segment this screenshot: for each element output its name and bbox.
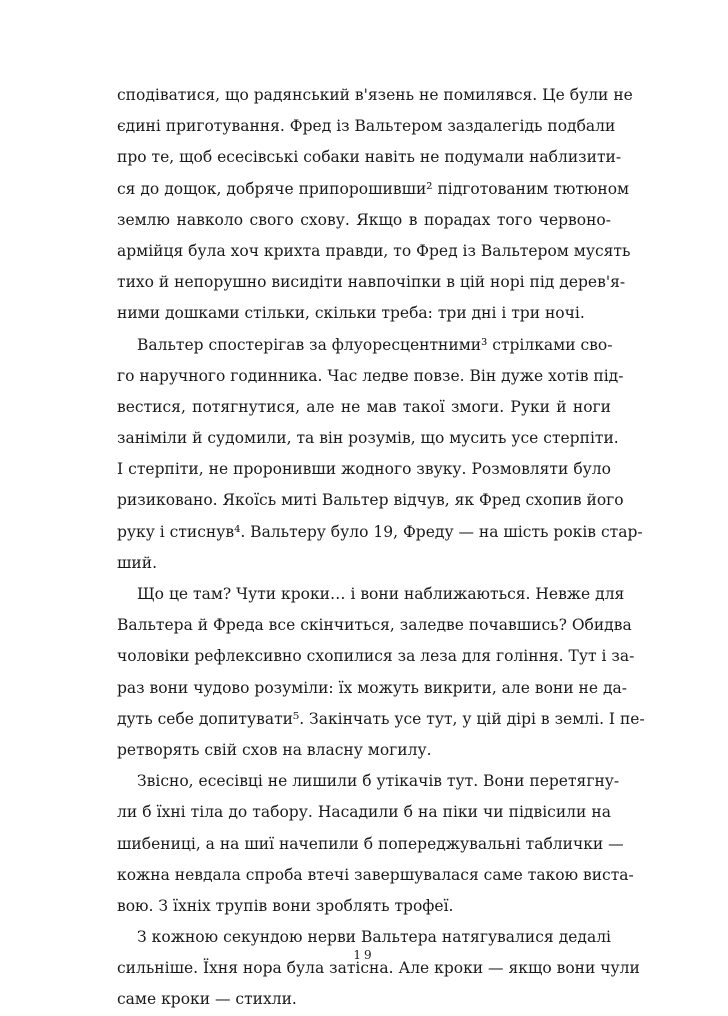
- page-body: [117, 80, 645, 1016]
- page-number: 19: [353, 948, 375, 962]
- text-line: вестися, потягнутися, але не мав такої змоги. Руки й ноги: [117, 397, 611, 416]
- text-line: чоловіки рефлексивно схопилися за леза для гоління. Тут і за-: [117, 647, 635, 666]
- text-line: тихо й непорушно висидіти навпочіпки в цій норі під дерев'я-: [117, 273, 626, 292]
- text-line: єдині приготування. Фред із Вальтером заздалегідь подбали: [117, 117, 616, 136]
- text-line: Вальтер спостерігав за флуоресцентними³ стрілками сво-: [137, 335, 613, 354]
- text-line: ними дошками стільки, скільки треба: три дні і три ночі.: [117, 304, 585, 323]
- paragraph-4: [117, 766, 634, 922]
- text-line: Звісно, есесівці не лишили б утікачів тут. Вони перетягну-: [137, 772, 620, 791]
- text-line: сподіватися, що радянський в'язень не помилявся. Це були не: [117, 86, 633, 104]
- text-line: ший.: [117, 553, 157, 572]
- text-line: землю навколо свого схову. Якщо в порадах того червоно-: [117, 210, 611, 229]
- paragraph-3: [117, 579, 645, 766]
- text-line: ризиковано. Якоїсь миті Вальтер відчув, як Фред схопив його: [117, 491, 624, 510]
- paragraph-5: [117, 922, 640, 1016]
- paragraph-2: [117, 330, 643, 580]
- text-line: го наручного годинника. Час ледве повзе. Він дуже хотів під-: [117, 366, 624, 385]
- text-line: раз вони чудово розуміли: їх можуть викрити, але вони не да-: [117, 678, 627, 697]
- text-line: шибениці, а на шиї начепили б попереджувальні таблички —: [117, 834, 624, 853]
- text-line: Вальтера й Фреда все скінчиться, заледве почавшись? Обидва: [117, 616, 632, 635]
- text-line: кожна невдала спроба втечі завершувалася саме такою вистa-: [117, 865, 634, 884]
- text-line: про те, щоб есесівські собаки навіть не подумали наблизити-: [117, 148, 622, 167]
- text-line: З кожною секундою нерви Вальтера натягувалися дедалі: [137, 928, 611, 947]
- text-line: армійця була хоч крихта правди, то Фред із Вальтером мусять: [117, 241, 631, 260]
- text-line: ли б їхні тіла до табору. Насадили б на піки чи підвісили на: [117, 803, 611, 822]
- text-line: І стерпіти, не проронивши жодного звуку. Розмовляти було: [117, 460, 611, 479]
- text-line: саме кроки — стихли.: [117, 990, 297, 1009]
- paragraph-1: [117, 80, 633, 330]
- text-line: Що це там? Чути кроки… і вони наближаються. Невже для: [137, 585, 625, 603]
- text-line: сильніше. Їхня нора була затісна. Але кроки — якщо вони чули: [117, 959, 640, 978]
- text-line: руку і стиснув⁴. Вальтеру було 19, Фреду — на шість років стар-: [117, 522, 643, 541]
- text-line: вою. З їхніх трупів вони зроблять трофеї.: [117, 896, 454, 915]
- text-line: дуть себе допитувати⁵. Закінчать усе тут, у цій дірі в землі. І пе-: [117, 709, 645, 728]
- text-line: ретворять свій схов на власну могилу.: [117, 740, 432, 759]
- text-line: ся до дощок, добряче припорошивши² підготованим тютюном: [117, 179, 630, 198]
- text-line: заніміли й судомили, та він розумів, що мусить усе стерпіти.: [117, 429, 619, 448]
